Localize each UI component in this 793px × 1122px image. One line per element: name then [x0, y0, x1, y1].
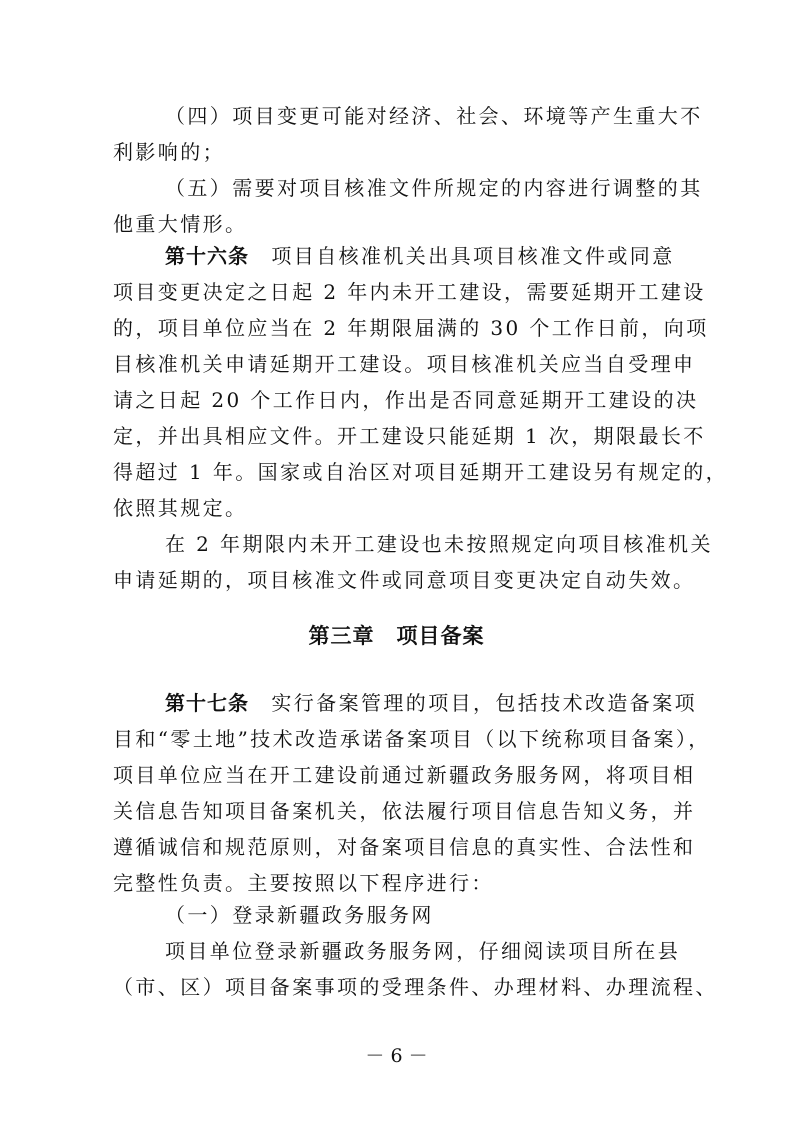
- paragraph-line: 关信息告知项目备案机关，依法履行项目信息告知义务，并: [113, 799, 696, 823]
- paragraph-line: 请之日起 20 个工作日内，作出是否同意延期开工建设的决: [113, 388, 699, 412]
- paragraph-line: 项目单位登录新疆政务服务网，仔细阅读项目所在县: [165, 939, 681, 963]
- chapter-title: 第三章 项目备案: [308, 624, 485, 648]
- section-heading: （一）登录新疆政务服务网: [165, 903, 434, 927]
- article-label: 第十六条: [165, 244, 249, 268]
- paragraph-line: （四）项目变更可能对经济、社会、环境等产生重大不: [165, 104, 703, 128]
- paragraph-line: （五）需要对项目核准文件所规定的内容进行调整的其: [165, 176, 703, 200]
- paragraph-line: 利影响的；: [113, 140, 225, 164]
- paragraph-line: 申请延期的，项目核准文件或同意项目变更决定自动失效。: [113, 568, 696, 592]
- paragraph-line: 的，项目单位应当在 2 年期限届满的 30 个工作日前，向项: [113, 316, 709, 340]
- article-label: 第十七条: [165, 691, 249, 715]
- paragraph-line: 目和“零土地”技术改造承诺备案项目（以下统称项目备案），: [113, 727, 711, 751]
- paragraph-line: 目核准机关申请延期开工建设。项目核准机关应当自受理申: [113, 352, 696, 376]
- paragraph-line: 完整性负责。主要按照以下程序进行：: [113, 871, 494, 895]
- paragraph-line: 在 2 年期限内未开工建设也未按照规定向项目核准机关: [165, 532, 713, 556]
- paragraph-line: 得超过 1 年。国家或自治区对项目延期开工建设另有规定的，: [113, 460, 729, 484]
- paragraph-line: 定，并出具相应文件。开工建设只能延期 1 次，期限最长不: [113, 424, 706, 448]
- paragraph-line: （市、区）项目备案事项的受理条件、办理材料、办理流程、: [113, 975, 718, 999]
- paragraph-line: 遵循诚信和规范原则，对备案项目信息的真实性、合法性和: [113, 835, 696, 859]
- paragraph-line: 依照其规定。: [113, 496, 248, 520]
- article-16-first-line: 第十六条 项目自核准机关出具项目核准文件或同意: [165, 244, 675, 268]
- paragraph-line: 项目变更决定之日起 2 年内未开工建设，需要延期开工建设: [113, 280, 706, 304]
- page-number: － 6 －: [365, 1045, 428, 1067]
- article-17-first-line: 第十七条 实行备案管理的项目，包括技术改造备案项: [165, 691, 697, 715]
- paragraph-line: 他重大情形。: [113, 212, 248, 236]
- paragraph-line: 项目单位应当在开工建设前通过新疆政务服务网，将项目相: [113, 763, 696, 787]
